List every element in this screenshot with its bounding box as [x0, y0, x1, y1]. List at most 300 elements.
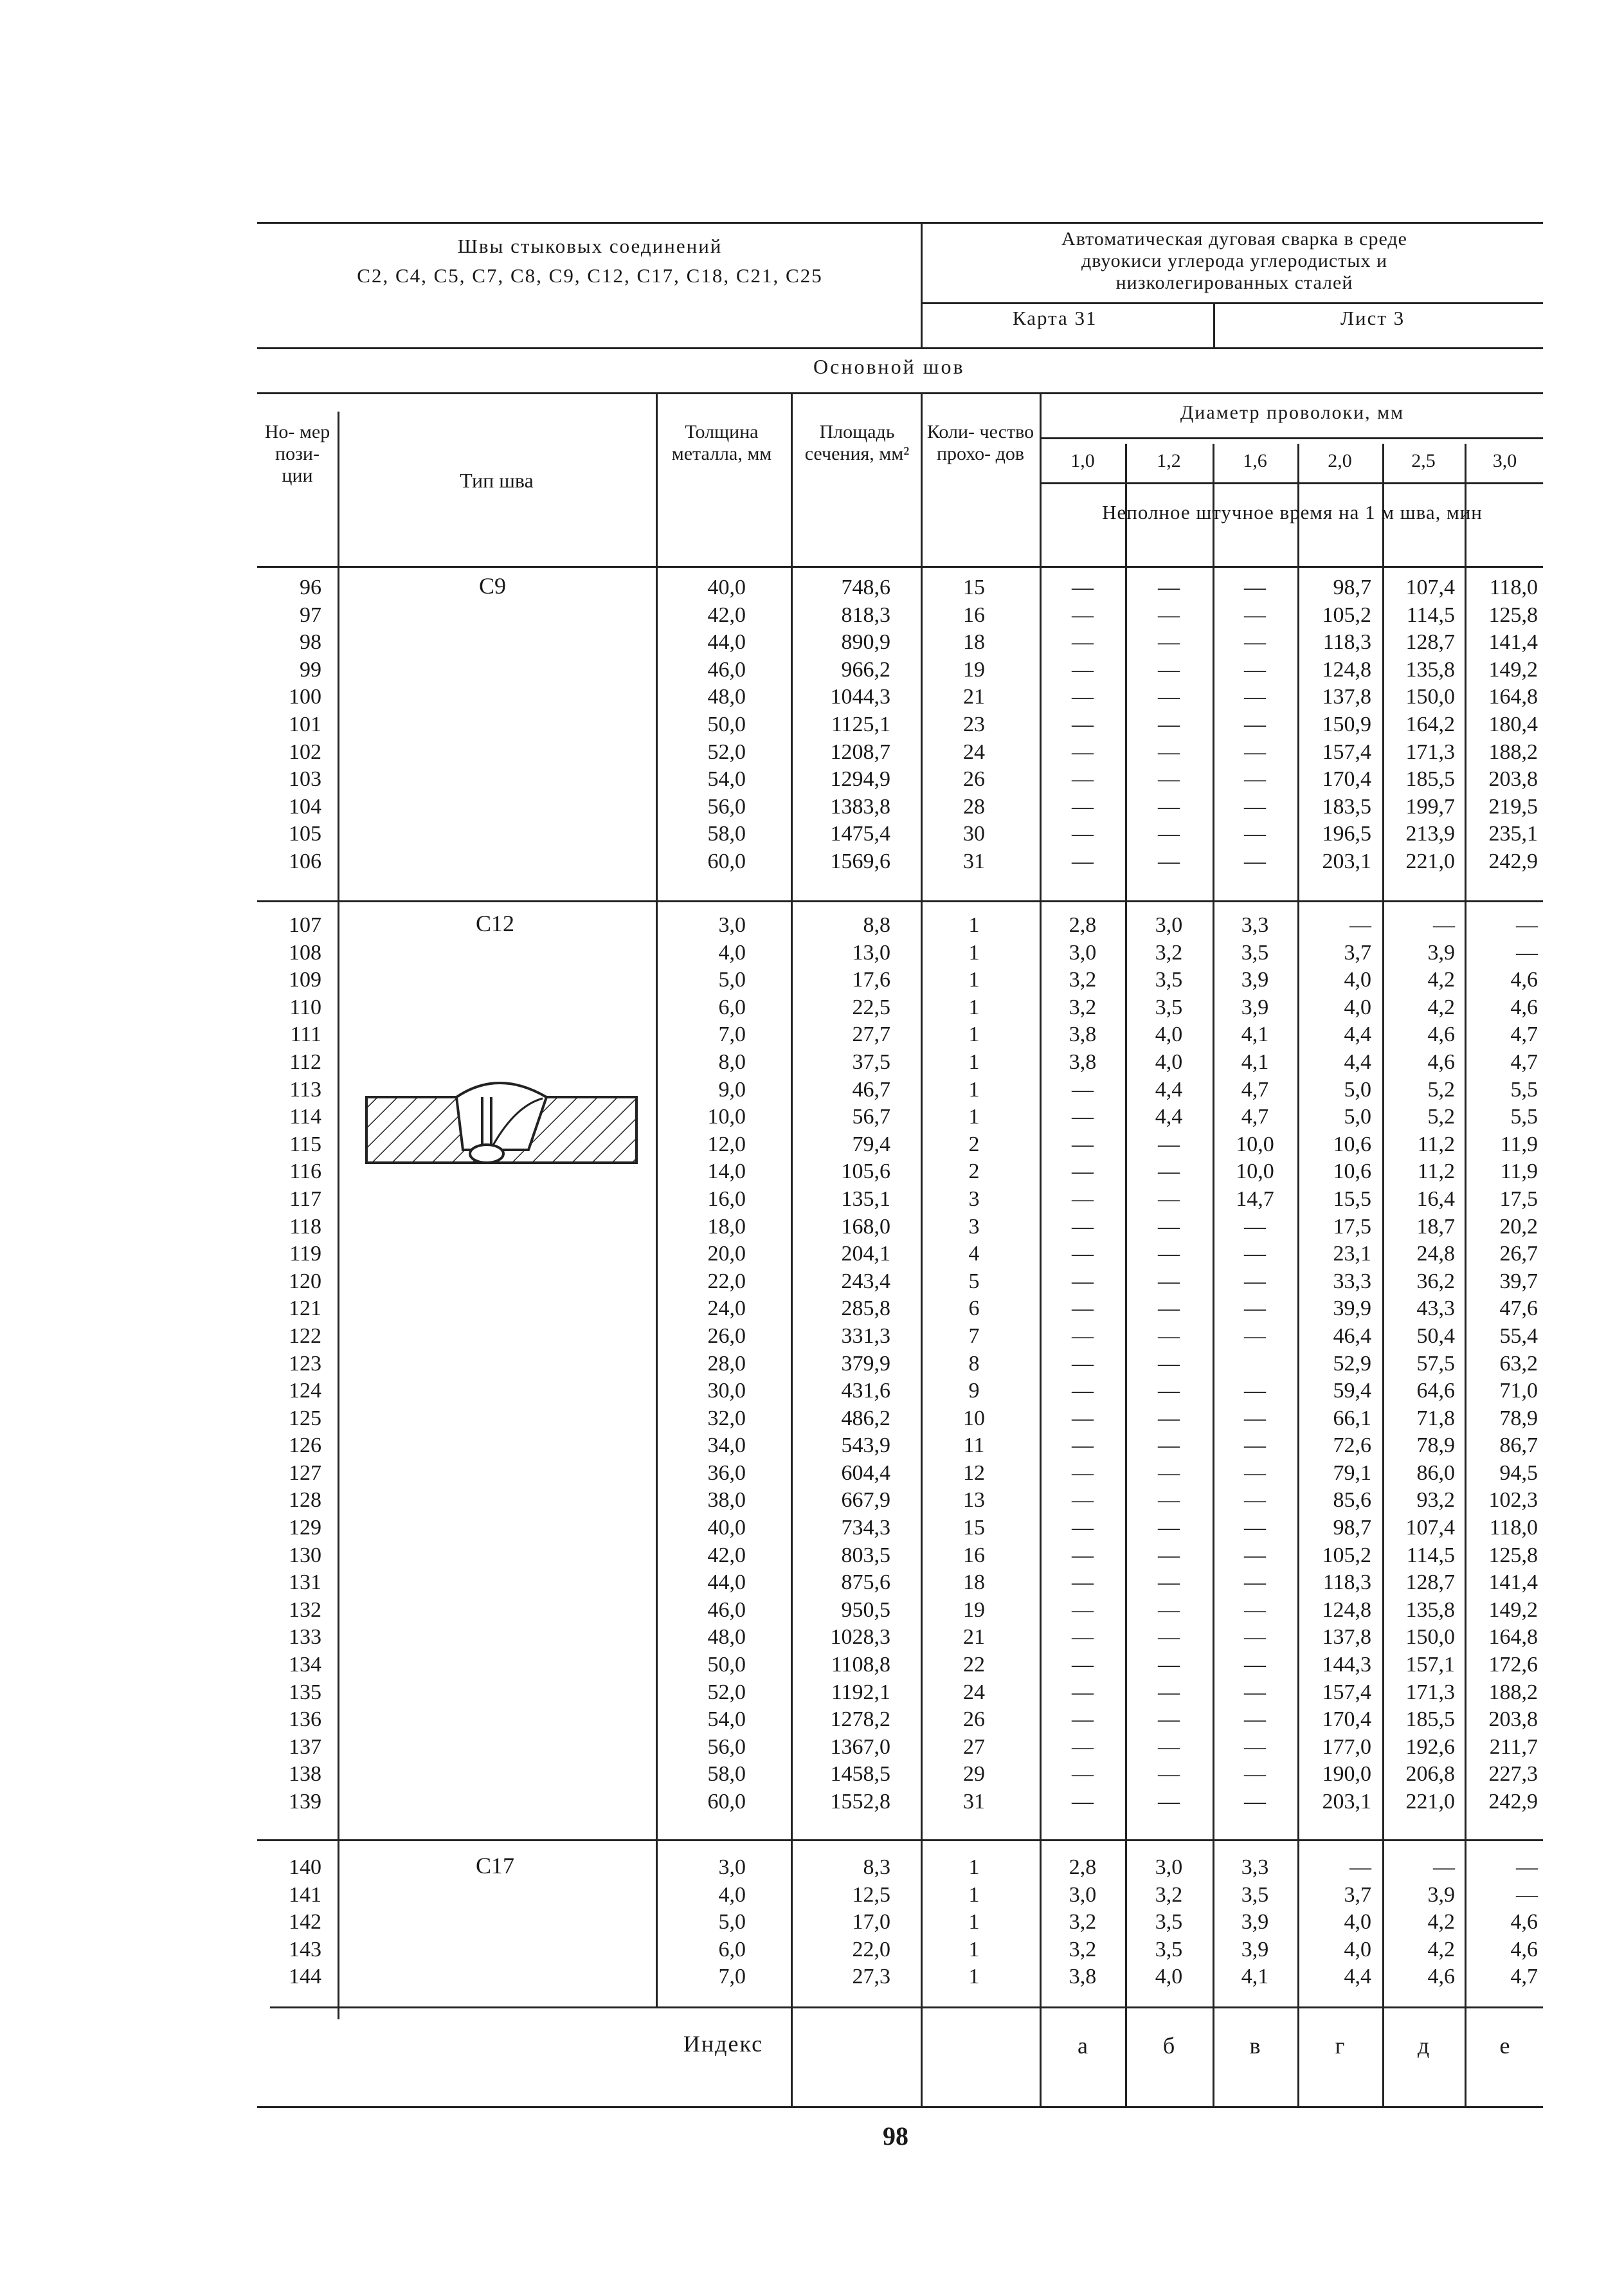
table-cell: 4,4: [1344, 1050, 1371, 1074]
table-cell: 242,9: [1488, 849, 1538, 873]
table-cell: 144: [289, 1965, 321, 1989]
table-cell: 14,0: [707, 1160, 746, 1184]
table-cell: 6: [968, 1296, 980, 1321]
table-cell: 109: [289, 968, 321, 992]
table-cell: 4,0: [1344, 1937, 1371, 1961]
table-cell: 19: [963, 1597, 985, 1622]
table-cell: —: [1158, 794, 1180, 819]
header-left-line1: Швы стыковых соединений: [457, 235, 723, 257]
table-cell: —: [1244, 1653, 1266, 1677]
table-cell: —: [1158, 1187, 1180, 1211]
table-cell: 604,4: [841, 1460, 890, 1485]
table-cell: 3,9: [1241, 1937, 1269, 1961]
table-cell: 4,4: [1344, 1023, 1371, 1047]
table-cell: 114,5: [1406, 1543, 1455, 1567]
table-cell: 150,0: [1405, 1625, 1455, 1650]
table-cell: —: [1244, 1543, 1266, 1567]
c12-e-col: [1467, 912, 1538, 1816]
table-cell: 39,7: [1499, 1269, 1538, 1293]
table-cell: 203,1: [1322, 849, 1371, 873]
table-cell: —: [1158, 1242, 1180, 1266]
karta-divider: [1213, 302, 1215, 347]
table-cell: 3,3: [1241, 913, 1269, 937]
table-cell: 17,5: [1499, 1187, 1538, 1211]
table-cell: 1208,7: [830, 740, 890, 764]
table-cell: —: [1349, 1855, 1371, 1879]
table-cell: 58,0: [707, 1762, 746, 1787]
table-cell: 1: [968, 1023, 980, 1047]
table-cell: 71,0: [1499, 1379, 1538, 1403]
table-cell: 803,5: [841, 1543, 890, 1567]
table-cell: 1458,5: [830, 1762, 890, 1787]
table-cell: 18: [963, 1570, 985, 1595]
table-cell: 118,0: [1489, 576, 1538, 599]
last-row-rule: [270, 2006, 1543, 2008]
table-cell: 33,3: [1333, 1269, 1371, 1293]
table-cell: 3,2: [1069, 995, 1097, 1019]
c9-num-col: [270, 574, 321, 876]
table-cell: 40,0: [707, 576, 746, 599]
table-cell: 196,5: [1322, 822, 1371, 846]
table-cell: 20,2: [1499, 1214, 1538, 1239]
table-cell: 8: [968, 1351, 980, 1376]
c9-a-col: [1042, 574, 1124, 876]
table-cell: 38,0: [707, 1488, 746, 1513]
table-cell: 1: [968, 1855, 980, 1879]
table-cell: —: [1072, 1734, 1094, 1759]
table-cell: 64,6: [1416, 1379, 1455, 1403]
table-cell: 24,0: [707, 1296, 746, 1321]
table-cell: 71,8: [1416, 1406, 1455, 1430]
table-cell: 140: [289, 1855, 321, 1879]
table-cell: 137: [289, 1734, 321, 1759]
table-cell: —: [1072, 740, 1094, 764]
table-cell: 1028,3: [830, 1625, 890, 1650]
table-cell: 1: [968, 1105, 980, 1129]
table-cell: 32,0: [707, 1406, 746, 1430]
table-cell: 1: [968, 1050, 980, 1074]
table-cell: 203,8: [1488, 767, 1538, 792]
table-cell: 4,6: [1510, 968, 1538, 992]
colhead-top-rule: [257, 392, 1543, 394]
table-cell: —: [1244, 1214, 1266, 1239]
table-cell: 66,1: [1333, 1406, 1371, 1430]
table-cell: 149,2: [1488, 1597, 1538, 1622]
table-cell: —: [1072, 1516, 1094, 1540]
colhead-bottom-rule: [257, 566, 1543, 568]
table-cell: 112: [289, 1050, 321, 1074]
table-cell: —: [1158, 1762, 1180, 1787]
table-cell: 4,0: [718, 940, 746, 965]
table-cell: 966,2: [841, 657, 890, 682]
table-cell: 31: [963, 1790, 985, 1814]
table-cell: 23,1: [1333, 1242, 1371, 1266]
table-cell: 24: [963, 740, 985, 764]
table-cell: 3,9: [1427, 1882, 1455, 1907]
table-cell: —: [1158, 603, 1180, 627]
table-cell: 22,0: [707, 1269, 746, 1293]
header-divider: [921, 222, 923, 347]
table-cell: 3,7: [1344, 1882, 1371, 1907]
table-cell: 4,0: [718, 1882, 746, 1907]
table-cell: 4,0: [1344, 995, 1371, 1019]
table-cell: 46,0: [707, 657, 746, 682]
table-cell: —: [1158, 1351, 1180, 1376]
table-cell: 6,0: [718, 995, 746, 1019]
table-cell: 171,3: [1405, 740, 1455, 764]
table-cell: 78,9: [1416, 1433, 1455, 1458]
table-cell: —: [1244, 1625, 1266, 1650]
table-cell: 24,8: [1416, 1242, 1455, 1266]
table-cell: 39,9: [1333, 1296, 1371, 1321]
table-cell: 107: [289, 913, 321, 937]
table-cell: 21: [963, 685, 985, 709]
table-cell: 1: [968, 1910, 980, 1934]
table-cell: 4,1: [1241, 1023, 1269, 1047]
table-cell: 185,5: [1405, 1707, 1455, 1732]
table-cell: 1: [968, 968, 980, 992]
table-cell: 124,8: [1322, 1597, 1371, 1622]
table-cell: 24: [963, 1680, 985, 1704]
table-cell: 1: [968, 1965, 980, 1989]
table-cell: 3,3: [1241, 1855, 1269, 1879]
table-cell: —: [1158, 1625, 1180, 1650]
table-cell: 111: [290, 1023, 321, 1047]
table-cell: 243,4: [841, 1269, 890, 1293]
table-cell: 4,1: [1241, 1965, 1269, 1989]
table-cell: 13: [963, 1488, 985, 1513]
table-cell: 8,8: [863, 913, 890, 937]
table-cell: 177,0: [1322, 1734, 1371, 1759]
table-cell: —: [1158, 1460, 1180, 1485]
table-cell: 19: [963, 657, 985, 682]
table-cell: 102,3: [1488, 1488, 1538, 1513]
table-cell: 204,1: [841, 1242, 890, 1266]
table-cell: 96: [300, 576, 321, 599]
table-cell: 1125,1: [831, 712, 890, 736]
table-cell: 5,0: [1344, 1077, 1371, 1102]
type-c9: С9: [479, 573, 507, 599]
table-cell: 101: [289, 712, 321, 736]
table-cell: 3,0: [1155, 913, 1183, 937]
table-cell: —: [1072, 1543, 1094, 1567]
table-cell: —: [1244, 630, 1266, 655]
table-cell: 203,1: [1322, 1790, 1371, 1814]
karta-rule: [921, 302, 1543, 304]
table-cell: 141: [289, 1882, 321, 1907]
table-cell: —: [1516, 913, 1538, 937]
table-cell: 48,0: [707, 1625, 746, 1650]
table-cell: —: [1158, 1379, 1180, 1403]
c17-g-col: [1299, 1854, 1371, 1991]
table-cell: 3,8: [1069, 1050, 1097, 1074]
c9-b-col: [1127, 574, 1211, 876]
table-cell: 113: [289, 1077, 321, 1102]
table-cell: 171,3: [1405, 1680, 1455, 1704]
table-cell: 141,4: [1488, 1570, 1538, 1595]
table-cell: 4,0: [1155, 1965, 1183, 1989]
table-cell: 4,4: [1155, 1105, 1183, 1129]
table-cell: —: [1072, 1790, 1094, 1814]
table-cell: 110: [289, 995, 321, 1019]
table-cell: 164,8: [1488, 1625, 1538, 1650]
table-cell: 3,0: [1069, 940, 1097, 965]
table-cell: 15: [963, 576, 985, 599]
table-cell: 1: [968, 913, 980, 937]
table-cell: 18: [963, 630, 985, 655]
table-cell: —: [1072, 1460, 1094, 1485]
table-cell: —: [1244, 685, 1266, 709]
table-cell: 8,3: [863, 1855, 890, 1879]
col-sep-3: [791, 392, 793, 2106]
table-cell: 185,5: [1405, 767, 1455, 792]
c9-e-col: [1467, 574, 1538, 876]
table-cell: —: [1433, 1855, 1455, 1879]
table-cell: 52,9: [1333, 1351, 1371, 1376]
table-cell: 119: [289, 1242, 321, 1266]
table-cell: —: [1516, 940, 1538, 965]
table-cell: 164,8: [1488, 685, 1538, 709]
table-cell: —: [1072, 1132, 1094, 1156]
table-cell: 748,6: [841, 576, 890, 599]
c12-a-col: [1042, 912, 1124, 1816]
table-cell: 1569,6: [830, 849, 890, 873]
index-bottom-rule: [257, 2106, 1543, 2108]
table-cell: —: [1158, 657, 1180, 682]
table-cell: 3,2: [1069, 1910, 1097, 1934]
table-cell: 117: [289, 1187, 321, 1211]
table-cell: 3: [968, 1214, 980, 1239]
table-cell: 1475,4: [830, 822, 890, 846]
table-cell: 213,9: [1405, 822, 1455, 846]
table-cell: 44,0: [707, 1570, 746, 1595]
table-cell: —: [1072, 1406, 1094, 1430]
table-cell: —: [1072, 685, 1094, 709]
table-cell: —: [1158, 1323, 1180, 1348]
table-cell: 543,9: [841, 1433, 890, 1458]
table-cell: 130: [289, 1543, 321, 1567]
c9-v-col: [1214, 574, 1295, 876]
col-head-d2: 1,2: [1157, 450, 1181, 471]
table-cell: 26,7: [1499, 1242, 1538, 1266]
table-cell: 1367,0: [830, 1734, 890, 1759]
table-cell: 1383,8: [830, 794, 890, 819]
table-cell: 4,7: [1510, 1050, 1538, 1074]
table-cell: 4,7: [1241, 1105, 1269, 1129]
table-cell: [1214, 1351, 1295, 1378]
page-number: 98: [883, 2122, 908, 2151]
table-cell: 1192,1: [831, 1680, 890, 1704]
table-cell: 3,9: [1241, 968, 1269, 992]
table-cell: 143: [289, 1937, 321, 1961]
table-cell: 199,7: [1405, 794, 1455, 819]
table-cell: 37,5: [852, 1050, 890, 1074]
table-cell: 36,2: [1416, 1269, 1455, 1293]
table-cell: —: [1244, 767, 1266, 792]
table-cell: 734,3: [841, 1516, 890, 1540]
table-cell: 29: [963, 1762, 985, 1787]
table-cell: —: [1072, 822, 1094, 846]
table-cell: 126: [289, 1433, 321, 1458]
table-cell: 3,2: [1069, 1937, 1097, 1961]
header-left-line2: С2, С4, С5, С7, С8, С9, С12, С17, С18, С21, С25: [357, 264, 823, 287]
table-cell: 63,2: [1499, 1351, 1538, 1376]
table-cell: —: [1244, 712, 1266, 736]
col-head-passes: Коли- чество прохо- дов: [926, 421, 1034, 464]
index-label: Индекс: [683, 2031, 764, 2057]
table-cell: 4,2: [1427, 1937, 1455, 1961]
table-cell: 9,0: [718, 1077, 746, 1102]
table-cell: 125,8: [1488, 1543, 1538, 1567]
group-rule-1: [257, 900, 1543, 902]
c12-passes-col: [945, 912, 1003, 1816]
table-cell: 105,6: [841, 1160, 890, 1184]
table-cell: 129: [289, 1516, 321, 1540]
table-cell: 3,5: [1155, 995, 1183, 1019]
table-cell: —: [1072, 1351, 1094, 1376]
table-cell: —: [1158, 1707, 1180, 1732]
table-cell: 12,5: [852, 1882, 890, 1907]
table-cell: 120: [289, 1269, 321, 1293]
table-cell: 46,7: [852, 1077, 890, 1102]
table-cell: 50,0: [707, 1653, 746, 1677]
col-head-time: Неполное штучное время на 1 м шва, мин: [1102, 501, 1483, 523]
c12-v-col: [1214, 912, 1295, 1816]
index-b: б: [1162, 2033, 1175, 2059]
table-cell: —: [1244, 657, 1266, 682]
table-cell: 34,0: [707, 1433, 746, 1458]
table-cell: 55,4: [1499, 1323, 1538, 1348]
table-cell: 98: [300, 630, 321, 655]
table-cell: 118,0: [1489, 1516, 1538, 1540]
table-cell: 132: [289, 1597, 321, 1622]
table-cell: 221,0: [1405, 849, 1455, 873]
table-cell: 94,5: [1499, 1460, 1538, 1485]
col-sep-1: [338, 412, 339, 2019]
table-cell: —: [1158, 849, 1180, 873]
top-rule: [257, 222, 1543, 224]
table-cell: 144,3: [1322, 1653, 1371, 1677]
c9-area-col: [804, 574, 890, 876]
c17-a-col: [1042, 1854, 1124, 1991]
table-cell: 114,5: [1406, 603, 1455, 627]
table-cell: 183,5: [1322, 794, 1371, 819]
c12-thickness-col: [681, 912, 746, 1816]
table-cell: —: [1244, 849, 1266, 873]
table-cell: —: [1158, 1269, 1180, 1293]
table-cell: 285,8: [841, 1296, 890, 1321]
table-cell: 42,0: [707, 603, 746, 627]
table-cell: 3,5: [1155, 1937, 1183, 1961]
table-cell: 127: [289, 1460, 321, 1485]
table-cell: 103: [289, 767, 321, 792]
table-cell: 4,0: [1344, 1910, 1371, 1934]
table-cell: 97: [300, 603, 321, 627]
table-cell: 5,0: [718, 968, 746, 992]
table-cell: —: [1072, 1707, 1094, 1732]
table-cell: 3,9: [1241, 995, 1269, 1019]
table-cell: 4,1: [1241, 1050, 1269, 1074]
table-cell: 16: [963, 603, 985, 627]
table-cell: 170,4: [1322, 1707, 1371, 1732]
table-cell: —: [1158, 1488, 1180, 1513]
table-cell: 1: [968, 940, 980, 965]
table-cell: 157,4: [1322, 740, 1371, 764]
table-cell: 60,0: [707, 849, 746, 873]
table-cell: 235,1: [1488, 822, 1538, 846]
col-head-area: Площадь сечения, мм²: [804, 421, 910, 464]
diameter-values-rule: [1040, 482, 1543, 484]
table-cell: 98,7: [1333, 576, 1371, 599]
table-cell: 667,9: [841, 1488, 890, 1513]
type-c17: С17: [476, 1853, 515, 1878]
header-bottom-rule: [257, 347, 1543, 349]
table-cell: —: [1516, 1855, 1538, 1879]
table-cell: 139: [289, 1790, 321, 1814]
table-cell: —: [1158, 1680, 1180, 1704]
table-cell: 4,2: [1427, 1910, 1455, 1934]
table-cell: 121: [289, 1296, 321, 1321]
table-cell: 21: [963, 1625, 985, 1650]
table-cell: 11,2: [1417, 1160, 1455, 1184]
table-cell: —: [1158, 767, 1180, 792]
table-cell: 56,0: [707, 794, 746, 819]
table-cell: —: [1158, 576, 1180, 599]
table-cell: —: [1072, 1379, 1094, 1403]
table-cell: 1108,8: [831, 1653, 890, 1677]
table-cell: 3,2: [1155, 940, 1183, 965]
table-cell: 133: [289, 1625, 321, 1650]
c9-g-col: [1299, 574, 1371, 876]
table-cell: —: [1244, 1242, 1266, 1266]
table-cell: 105: [289, 822, 321, 846]
table-cell: 106: [289, 849, 321, 873]
table-cell: 135,1: [841, 1187, 890, 1211]
index-e: е: [1499, 2033, 1510, 2059]
section-title: Основной шов: [813, 355, 965, 378]
table-cell: —: [1072, 1597, 1094, 1622]
table-cell: 11,2: [1417, 1132, 1455, 1156]
table-cell: —: [1158, 1516, 1180, 1540]
table-cell: 157,1: [1405, 1653, 1455, 1677]
table-cell: —: [1349, 913, 1371, 937]
table-cell: 27,3: [852, 1965, 890, 1989]
table-cell: 102: [289, 740, 321, 764]
table-cell: 99: [300, 657, 321, 682]
table-cell: 192,6: [1405, 1734, 1455, 1759]
table-cell: 125: [289, 1406, 321, 1430]
table-cell: 1294,9: [830, 767, 890, 792]
table-cell: —: [1158, 1132, 1180, 1156]
table-cell: 7,0: [718, 1023, 746, 1047]
table-cell: 43,3: [1416, 1296, 1455, 1321]
table-cell: 4,6: [1427, 1050, 1455, 1074]
c17-v-col: [1214, 1854, 1295, 1991]
table-cell: 15,5: [1333, 1187, 1371, 1211]
table-cell: 1: [968, 1882, 980, 1907]
table-cell: 188,2: [1488, 740, 1538, 764]
col-head-d3: 1,6: [1243, 450, 1267, 471]
table-cell: 3,8: [1069, 1965, 1097, 1989]
table-cell: —: [1158, 740, 1180, 764]
table-cell: 4,7: [1510, 1965, 1538, 1989]
table-cell: 4,6: [1510, 1910, 1538, 1934]
table-cell: —: [1072, 1625, 1094, 1650]
table-cell: —: [1244, 1323, 1266, 1348]
table-cell: —: [1072, 1762, 1094, 1787]
table-cell: 5,2: [1427, 1105, 1455, 1129]
table-cell: —: [1072, 1296, 1094, 1321]
